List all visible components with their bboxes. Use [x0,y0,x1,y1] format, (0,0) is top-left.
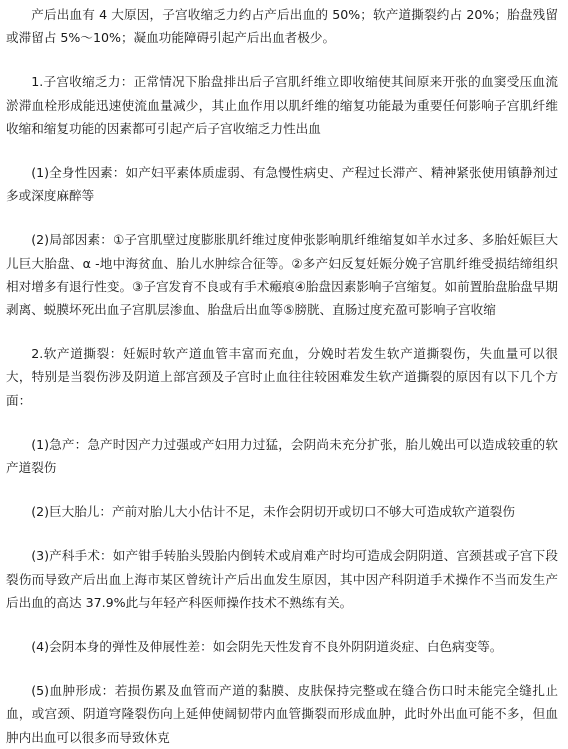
paragraph-birth-canal-laceration: 2.软产道撕裂：妊娠时软产道血管丰富而充血，分娩时若发生软产道撕裂伤，失血量可以很大，特别是当裂伤涉及阴道上部宫颈及子宫时止血往往较困难发生软产道撕裂的原因有以下几个方面： [6,346,558,408]
paragraph-intro: 产后出血有 4 大原因，子宫收缩乏力约占产后出血的 50%；软产道撕裂约占 20%；胎盘残留或滞留占 5%～10%；凝血功能障碍引起产后出血者极少。 [6,7,558,46]
paragraph-macrosomia: (2)巨大胎儿：产前对胎儿大小估计不足，未作会阴切开或切口不够大可造成软产道裂伤 [31,504,515,520]
paragraph-hematoma: (5)血肿形成：若损伤累及血管而产道的黏膜、皮肤保持完整或在缝合伤口时未能完全缝扎止血，或宫颈、阴道穹隆裂伤向上延伸使阔韧带内血管撕裂而形成血肿，此时外出血可能不多，但血肿内出血可以很多而导致休克 [6,683,558,745]
paragraph-perineal-elasticity: (4)会阴本身的弹性及伸展性差：如会阴先天性发育不良外阴阴道炎症、白色病变等。 [31,639,503,655]
paragraph-local-factors: (2)局部因素：①子宫肌壁过度膨胀肌纤维过度伸张影响肌纤维缩复如羊水过多、多胎妊娠巨大儿巨大胎盘、α -地中海贫血、胎儿水肿综合征等。②多产妇反复妊娠分娩子宫肌纤维受损结缔组织相对增多有退行性变。③子宫发育不良或有手术瘢痕④胎盘因素影响子宫缩复。如前置胎盘胎盘早期剥离、蜕膜坏死出血子宫肌层渗血、胎盘后出血等⑤膀胱、直肠过度充盈可影响子宫收缩 [6,232,558,318]
paragraph-uterine-atony: 1.子宫收缩乏力：正常情况下胎盘排出后子宫肌纤维立即收缩使其间原来开张的血窦受压血流淤滞血栓形成能迅速使流血量减少，其止血作用以肌纤维的缩复功能最为重要任何影响子宫肌纤维收缩和缩复功能的因素都可引起产后子宫收缩乏力性出血 [6,74,558,136]
document-body [0,3,566,749]
paragraph-systemic-factors: (1)全身性因素：如产妇平素体质虚弱、有急慢性病史、产程过长滞产、精神紧张使用镇静剂过多或深度麻醉等 [6,165,558,204]
paragraph-obstetric-surgery: (3)产科手术：如产钳手转胎头毁胎内倒转术或肩难产时均可造成会阴阴道、宫颈甚或子宫下段裂伤而导致产后出血上海市某区曾统计产后出血发生原因，其中因产科阴道手术操作不当而发生产后出血的高达 37.9%此与年轻产科医师操作技术不熟练有关。 [6,548,558,610]
paragraph-precipitate-labor: (1)急产：急产时因产力过强或产妇用力过猛，会阴尚未充分扩张，胎儿娩出可以造成较重的软产道裂伤 [6,436,558,476]
